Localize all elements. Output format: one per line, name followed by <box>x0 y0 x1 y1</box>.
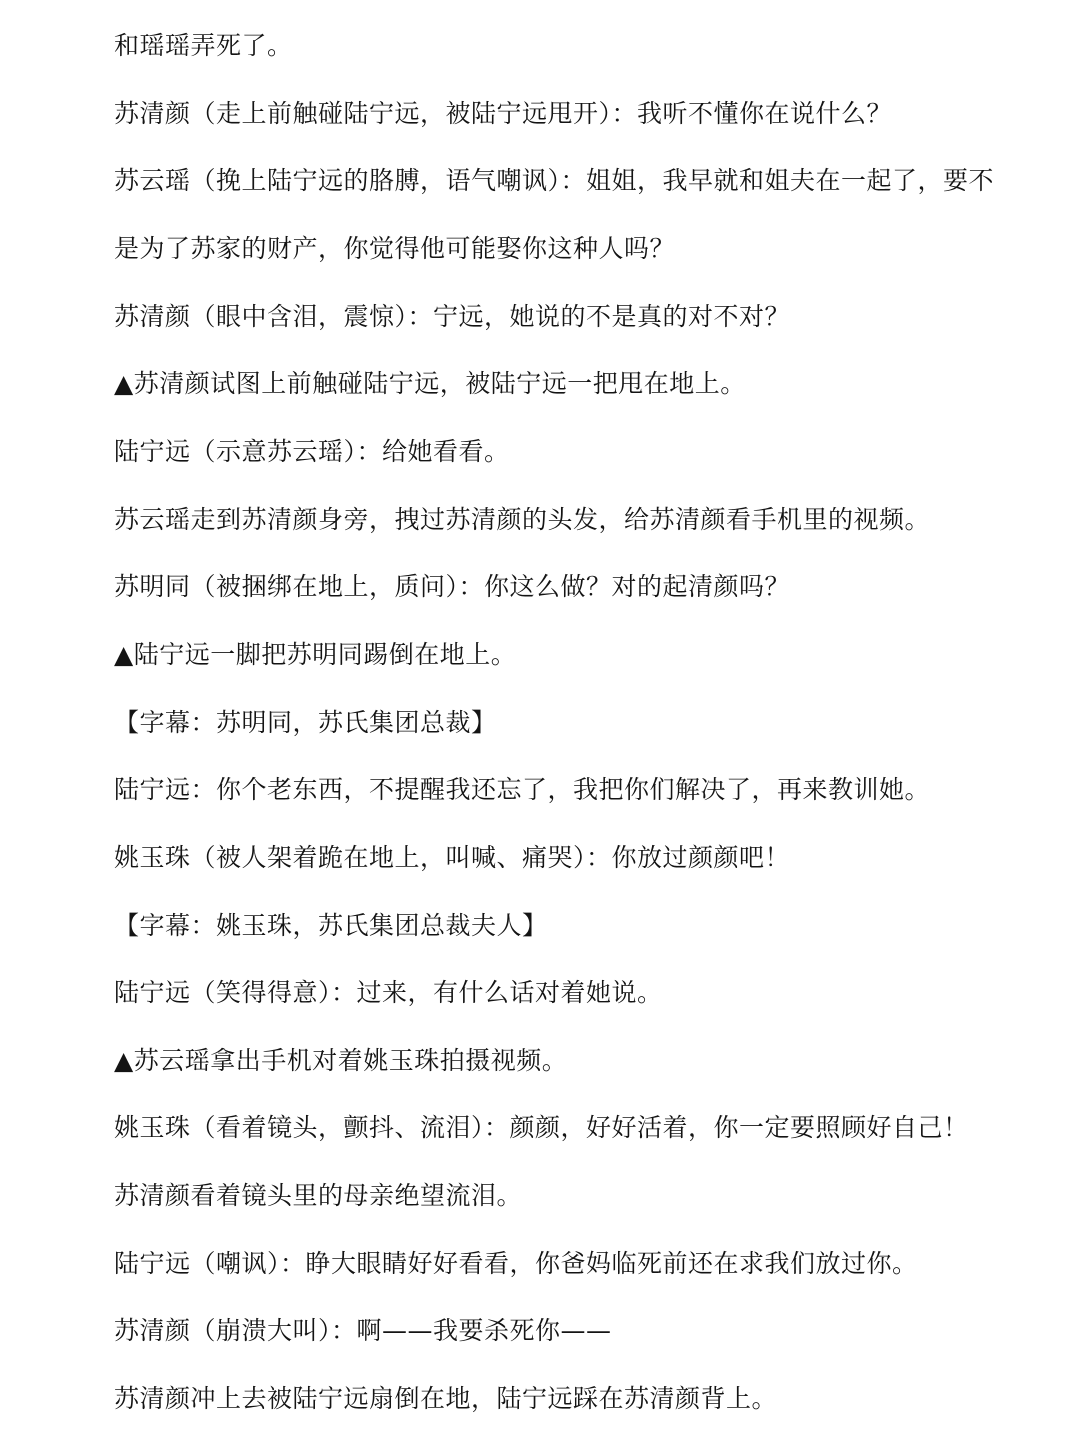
script-line: 姚玉珠（看着镜头，颤抖、流泪）：颜颜，好好活着，你一定要照顾好自己！ <box>114 1113 969 1142</box>
script-line: 苏云瑶（挽上陆宁远的胳膊，语气嘲讽）：姐姐，我早就和姐夫在一起了，要不 <box>114 166 995 195</box>
script-line: 苏清颜（眼中含泪，震惊）：宁远，她说的不是真的对不对？ <box>114 302 791 331</box>
stage-direction-line: ▲苏云瑶拿出手机对着姚玉珠拍摄视频。 <box>114 1046 568 1075</box>
script-line: 陆宁远（嘲讽）：睁大眼睛好好看看，你爸妈临死前还在求我们放过你。 <box>114 1249 918 1278</box>
script-line: 苏明同（被捆绑在地上，质问）：你这么做？对的起清颜吗？ <box>114 572 791 601</box>
script-line: 是为了苏家的财产，你觉得他可能娶你这种人吗？ <box>114 234 676 263</box>
script-line: 姚玉珠（被人架着跪在地上，叫喊、痛哭）：你放过颜颜吧！ <box>114 843 791 872</box>
subtitle-line: 【字幕：姚玉珠，苏氏集团总裁夫人】 <box>114 911 548 940</box>
script-line: 苏云瑶走到苏清颜身旁，拽过苏清颜的头发，给苏清颜看手机里的视频。 <box>114 505 931 534</box>
stage-direction-line: ▲苏清颜试图上前触碰陆宁远，被陆宁远一把甩在地上。 <box>114 369 746 398</box>
script-line: 陆宁远（示意苏云瑶）：给她看看。 <box>114 437 510 466</box>
script-line: 苏清颜冲上去被陆宁远扇倒在地，陆宁远踩在苏清颜背上。 <box>114 1384 778 1413</box>
script-line: 苏清颜（崩溃大叫）：啊——我要杀死你—— <box>114 1316 612 1345</box>
stage-direction-line: ▲陆宁远一脚把苏明同踢倒在地上。 <box>114 640 517 669</box>
script-line: 苏清颜（走上前触碰陆宁远，被陆宁远甩开）：我听不懂你在说什么？ <box>114 99 893 128</box>
script-line: 陆宁远：你个老东西，不提醒我还忘了，我把你们解决了，再来教训她。 <box>114 775 931 804</box>
script-line: 陆宁远（笑得得意）：过来，有什么话对着她说。 <box>114 978 663 1007</box>
script-line: 和瑶瑶弄死了。 <box>114 31 293 60</box>
script-line: 苏清颜看着镜头里的母亲绝望流泪。 <box>114 1181 523 1210</box>
subtitle-line: 【字幕：苏明同，苏氏集团总裁】 <box>114 708 497 737</box>
